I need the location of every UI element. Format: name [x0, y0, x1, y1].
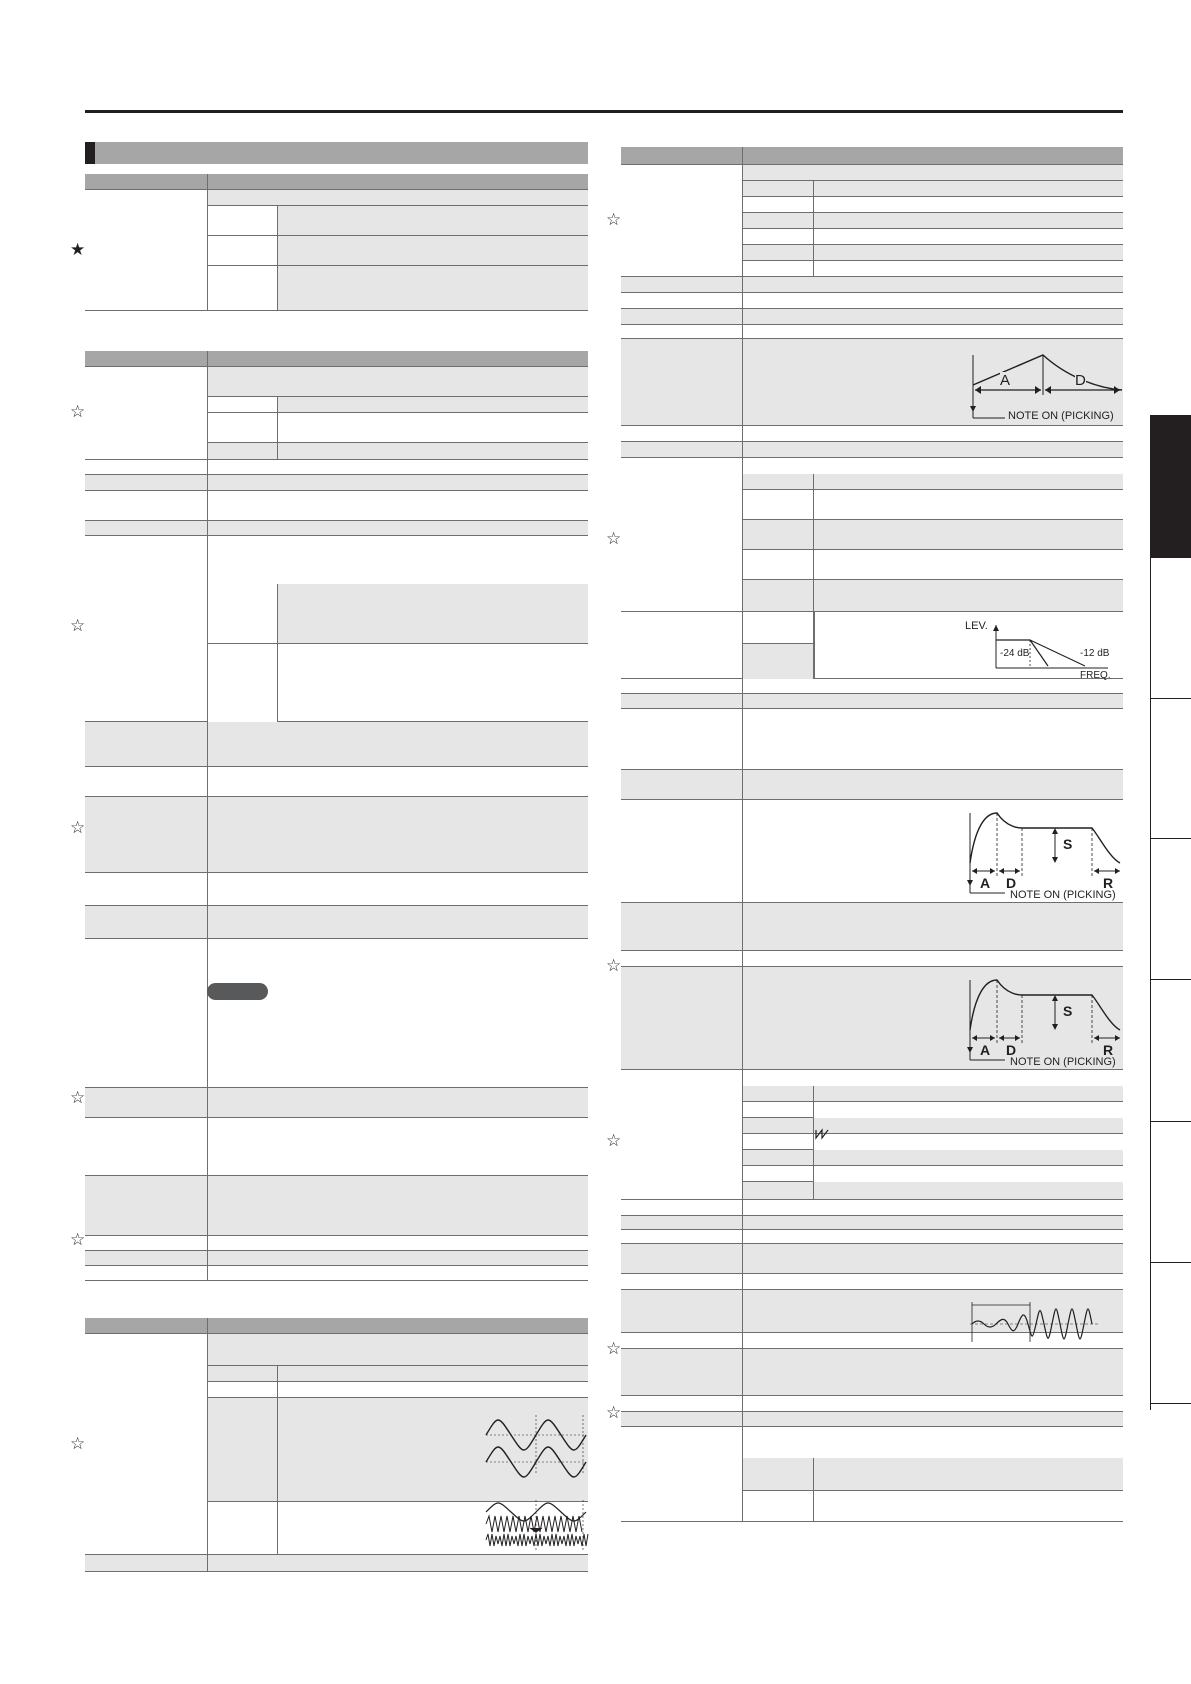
table-row — [85, 1266, 588, 1281]
star-outline-icon: ☆ — [606, 956, 622, 976]
table-row — [621, 1412, 1123, 1427]
table-row — [621, 277, 1123, 293]
page-top-rule — [85, 110, 1123, 113]
sidebar-tab[interactable] — [1150, 1262, 1191, 1264]
table-row — [621, 1349, 1123, 1396]
sawtooth-icon — [815, 1128, 829, 1140]
table-cell — [743, 644, 814, 679]
table-row — [621, 442, 1123, 458]
sidebar-tab[interactable] — [1150, 698, 1191, 700]
star-outline-icon: ☆ — [70, 1088, 86, 1108]
decay-label: D — [1075, 372, 1086, 389]
slope-24db-label: -24 dB — [1000, 648, 1030, 659]
table-row — [621, 1216, 1123, 1230]
section-title-marker — [85, 142, 95, 164]
table-row — [85, 475, 588, 491]
sidebar-tab[interactable] — [1150, 838, 1191, 840]
star-outline-icon: ☆ — [606, 1403, 622, 1423]
table-cell — [743, 520, 814, 550]
table-cell — [743, 1150, 814, 1166]
table-header-row — [85, 1318, 588, 1334]
sustain-label: S — [1063, 1003, 1073, 1019]
sidebar-tab[interactable] — [1150, 979, 1191, 981]
table-cell — [208, 1398, 278, 1502]
attack-label: A — [1000, 372, 1011, 389]
table-row — [85, 1088, 588, 1118]
table-header-row — [85, 174, 588, 190]
note-on-label: NOTE ON (PICKING) — [1010, 889, 1116, 901]
table-cell — [743, 261, 814, 277]
table-row — [85, 1236, 588, 1251]
table-cell — [208, 397, 278, 413]
table-cell — [208, 644, 278, 722]
sidebar-tab-active[interactable] — [1150, 415, 1191, 558]
table-row — [621, 770, 1123, 800]
star-outline-icon: ☆ — [606, 529, 622, 549]
param-table-1 — [85, 174, 588, 311]
table-row — [85, 767, 588, 797]
star-outline-icon: ☆ — [606, 1131, 622, 1151]
table-row — [85, 939, 588, 1088]
note-badge — [207, 983, 268, 1000]
table-row — [85, 873, 588, 906]
table-cell — [743, 490, 814, 520]
table-row — [85, 1118, 588, 1176]
table-cell — [743, 550, 814, 580]
table-row — [85, 1176, 588, 1236]
table-row — [621, 694, 1123, 709]
table-row — [85, 460, 588, 475]
level-label: LEV. — [965, 620, 988, 632]
table-cell — [743, 474, 814, 490]
table-cell — [208, 266, 278, 311]
release-label: R — [1103, 1042, 1114, 1058]
attack-label: A — [980, 875, 991, 891]
table-cell — [743, 213, 814, 229]
table-cell — [208, 236, 278, 266]
table-cell — [743, 1458, 814, 1491]
sidebar-rule — [1150, 415, 1151, 1410]
table-cell — [208, 206, 278, 236]
table-row — [85, 1251, 588, 1266]
table-cell — [743, 580, 814, 612]
table-cell — [743, 181, 814, 197]
table-cell — [208, 190, 588, 206]
table-cell — [743, 1166, 814, 1182]
table-header-row — [621, 147, 1123, 165]
table-row — [621, 951, 1123, 967]
table-cell — [208, 443, 278, 460]
table-header-row — [85, 351, 588, 367]
table-cell — [208, 584, 278, 644]
table-row — [621, 293, 1123, 309]
star-outline-icon: ☆ — [606, 1339, 622, 1359]
sidebar-tab[interactable] — [1150, 1403, 1191, 1405]
sidebar-tab[interactable] — [1150, 1121, 1191, 1123]
table-cell — [814, 490, 1123, 520]
table-cell — [208, 367, 588, 397]
table-cell — [743, 612, 814, 644]
slope-12db-label: -12 dB — [1080, 648, 1110, 659]
star-filled-icon: ★ — [70, 240, 86, 260]
release-label: R — [1103, 875, 1114, 891]
table-row — [621, 709, 1123, 770]
table-cell — [743, 229, 814, 245]
table-row — [621, 1274, 1123, 1290]
table-cell — [208, 1366, 278, 1382]
table-cell — [208, 413, 278, 443]
table-cell — [208, 1382, 278, 1398]
table-cell — [208, 1334, 588, 1366]
table-row — [85, 722, 588, 767]
note-on-label: NOTE ON (PICKING) — [1010, 1056, 1116, 1068]
decay-label: D — [1006, 1042, 1017, 1058]
resonance-wave-diagram — [970, 1302, 1100, 1347]
star-outline-icon: ☆ — [70, 818, 86, 838]
sustain-label: S — [1063, 836, 1073, 852]
waveform-sine-diagram — [486, 1415, 586, 1475]
section-title-bar — [85, 142, 588, 164]
star-outline-icon: ☆ — [70, 402, 86, 422]
table-cell — [743, 245, 814, 261]
param-table-2 — [85, 351, 588, 1277]
star-outline-icon: ☆ — [606, 210, 622, 230]
star-outline-icon: ☆ — [70, 1230, 86, 1250]
attack-label: A — [980, 1042, 991, 1058]
table-cell — [743, 1118, 814, 1134]
table-row — [85, 521, 588, 536]
table-cell — [743, 1086, 814, 1102]
table-row — [621, 1230, 1123, 1244]
table-row — [85, 491, 588, 521]
table-cell — [743, 1134, 814, 1150]
table-row — [85, 906, 588, 939]
frequency-label: FREQ. — [1080, 670, 1111, 681]
table-row — [621, 325, 1123, 339]
note-on-label: NOTE ON (PICKING) — [1008, 410, 1114, 422]
table-row — [621, 903, 1123, 951]
table-row — [621, 309, 1123, 325]
waveform-ring-diagram — [486, 1500, 586, 1550]
table-cell — [208, 1502, 278, 1555]
table-cell — [743, 1102, 814, 1118]
table-cell — [743, 1182, 814, 1200]
table-cell — [743, 1491, 814, 1522]
table-row — [621, 679, 1123, 694]
table-row — [621, 1244, 1123, 1274]
table-row — [621, 1200, 1123, 1216]
table-row — [621, 426, 1123, 442]
table-row — [85, 1555, 588, 1572]
table-cell — [743, 165, 1123, 181]
table-row — [621, 1396, 1123, 1412]
star-outline-icon: ☆ — [70, 616, 86, 636]
decay-label: D — [1006, 875, 1017, 891]
table-row — [85, 797, 588, 873]
star-outline-icon: ☆ — [70, 1434, 86, 1454]
table-cell — [743, 197, 814, 213]
